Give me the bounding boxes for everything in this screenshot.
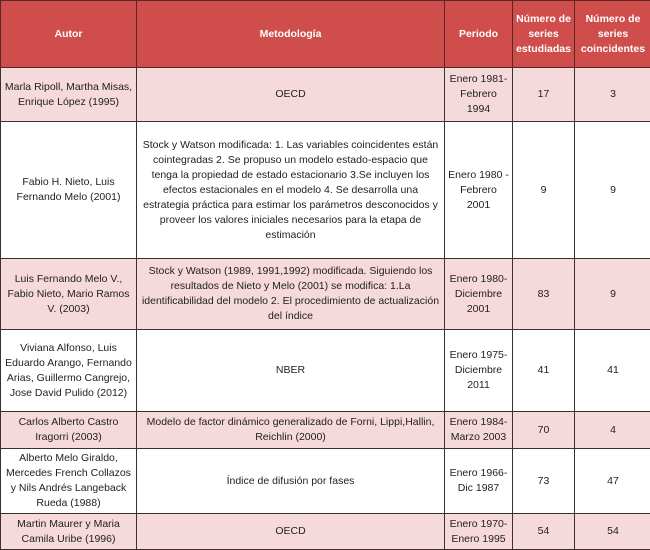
cell-autor: Viviana Alfonso, Luis Eduardo Arango, Fernando Arias, Guillermo Cangrejo, Jose David Pulido (2012) [1,330,137,412]
cell-series-estudiadas: 54 [513,514,575,550]
cell-series-coincidentes: 3 [575,68,650,122]
cell-series-estudiadas: 73 [513,449,575,514]
cell-metodologia: OECD [137,68,445,122]
cell-autor: Luis Fernando Melo V., Fabio Nieto, Mario Ramos V. (2003) [1,259,137,330]
cell-metodologia: OECD [137,514,445,550]
header-autor: Autor [1,1,137,68]
cell-series-coincidentes: 41 [575,330,650,412]
cell-metodologia: Modelo de factor dinámico generalizado de Forni, Lippi,Hallin, Reichlin (2000) [137,412,445,449]
cell-autor: Martin Maurer y Maria Camila Uribe (1996) [1,514,137,550]
cell-metodologia: Stock y Watson (1989, 1991,1992) modificada. Siguiendo los resultados de Nieto y Melo (2001) se modifica: 1.La identificabilidad del modelo 2. El procedimiento de actualización del índice [137,259,445,330]
cell-series-estudiadas: 70 [513,412,575,449]
cell-periodo: Enero 1980 - Febrero 2001 [445,122,513,259]
header-series-estudiadas: Número de series estudiadas [513,1,575,68]
cell-series-estudiadas: 83 [513,259,575,330]
table-row [1,412,650,449]
table-row [1,514,650,550]
cell-metodologia: Stock y Watson modificada: 1. Las variables coincidentes están cointegradas 2. Se propuso un modelo estado-espacio que tenga la propiedad de estado estacionario 3.Se incluyen los efectos estacionales en el modelo 4. Se desarrolla una estrategia práctica para estimar los parámetros desconocidos y proveer los valores iniciales necesarios para la etapa de estimación [137,122,445,259]
cell-series-coincidentes: 47 [575,449,650,514]
cell-periodo: Enero 1966-Dic 1987 [445,449,513,514]
table-row [1,449,650,514]
cell-periodo: Enero 1981-Febrero 1994 [445,68,513,122]
cell-periodo: Enero 1975-Diciembre 2011 [445,330,513,412]
cell-series-estudiadas: 9 [513,122,575,259]
cell-periodo: Enero 1980-Diciembre 2001 [445,259,513,330]
cell-series-coincidentes: 9 [575,122,650,259]
table-row [1,259,650,330]
cell-periodo: Enero 1970-Enero 1995 [445,514,513,550]
cell-autor: Alberto Melo Giraldo, Mercedes French Collazos y Nils Andrés Langeback Rueda (1988) [1,449,137,514]
header-periodo: Periodo [445,1,513,68]
cell-periodo: Enero 1984-Marzo 2003 [445,412,513,449]
cell-autor: Fabio H. Nieto, Luis Fernando Melo (2001) [1,122,137,259]
cell-metodologia: NBER [137,330,445,412]
cell-series-estudiadas: 17 [513,68,575,122]
table-row [1,122,650,259]
table-row [1,68,650,122]
cell-series-estudiadas: 41 [513,330,575,412]
cell-series-coincidentes: 54 [575,514,650,550]
header-series-coincidentes: Número de series coincidentes [575,1,650,68]
cell-autor: Carlos Alberto Castro Iragorri (2003) [1,412,137,449]
cell-series-coincidentes: 9 [575,259,650,330]
cell-metodologia: Índice de difusión por fases [137,449,445,514]
cell-series-coincidentes: 4 [575,412,650,449]
header-row [1,1,650,68]
cell-autor: Marla Ripoll, Martha Misas, Enrique López (1995) [1,68,137,122]
table-row [1,330,650,412]
header-metodologia: Metodología [137,1,445,68]
